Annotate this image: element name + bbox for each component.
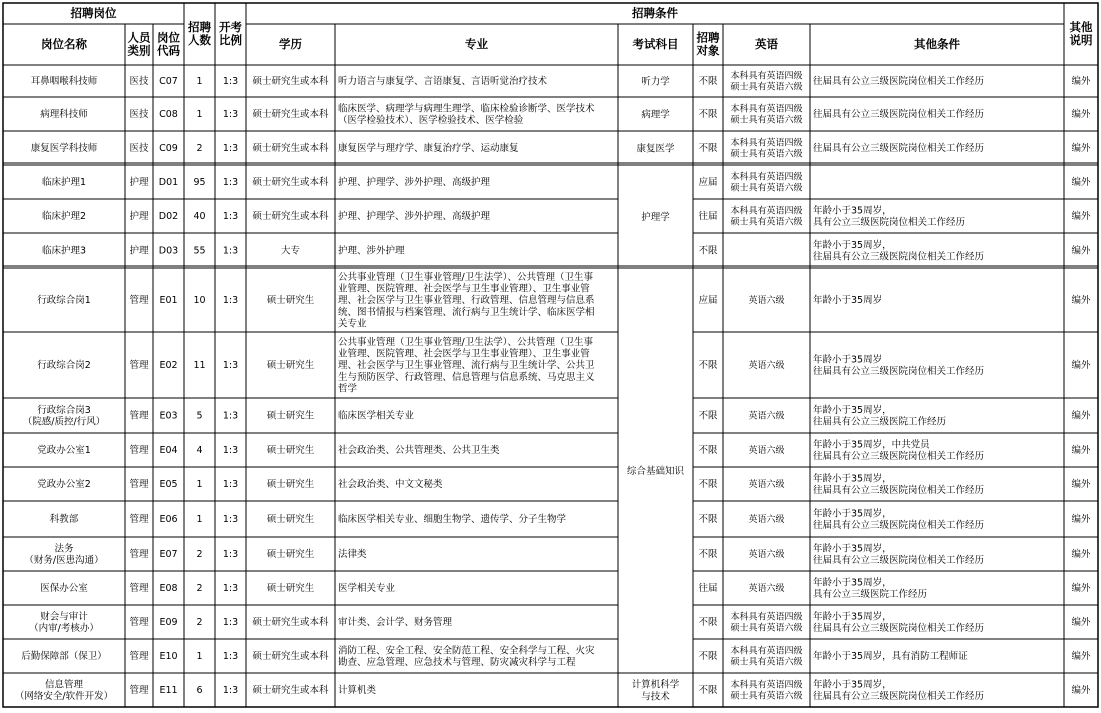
row-13-headcount-text: 2	[196, 549, 203, 561]
row-11-english-text: 英语六级	[748, 480, 785, 491]
row-1-notes-text: 编外	[1071, 76, 1091, 88]
row-4-english-text: 本科具有英语四级硕士具有英语六级	[730, 172, 803, 194]
row-12-headcount-text: 1	[196, 514, 203, 526]
header-group-conditions-label: 招聘条件	[632, 5, 678, 20]
exam-subject-text-1: 听力学	[641, 76, 670, 88]
row-14-position-code-text: E08	[159, 583, 178, 595]
row-12-target-text: 不限	[698, 514, 718, 526]
row-8-other-conditions-text: 年龄小于35周岁往届具有公立三级医院岗位相关工作经历	[813, 354, 985, 378]
header-english-label: 英语	[755, 37, 778, 52]
row-7-staff-category-text: 管理	[129, 295, 149, 307]
row-7-target-text: 应届	[698, 295, 718, 307]
row-15-headcount-text: 2	[196, 617, 203, 629]
row-16-staff-category-text: 管理	[129, 651, 149, 663]
row-12-exam-ratio-text: 1:3	[222, 514, 239, 526]
row-12-notes-text: 编外	[1071, 514, 1091, 526]
row-8-position-code-text: E02	[159, 360, 178, 372]
row-5-education-text: 硕士研究生或本科	[252, 211, 329, 223]
row-5-headcount-text: 40	[193, 211, 206, 223]
row-6-staff-category-text: 护理	[129, 245, 149, 257]
row-14-notes-text: 编外	[1071, 583, 1091, 595]
row-14-position-name-text: 医保办公室	[40, 583, 88, 595]
row-17-other-conditions-text: 年龄小于35周岁，往届具有公立三级医院岗位相关工作经历	[813, 679, 985, 703]
header-notes-label: 其他说明	[1069, 20, 1093, 48]
row-1-position-code-text: C07	[159, 76, 178, 88]
row-8-major-text: 公共事业管理（卫生事业管理/卫生法学）、公共管理（卫生事业管理、医院管理、社会医学与卫生事业管理）、卫生事业管理、社会医学与卫生事业管理、流行病与卫生统计学、公共卫生与预防医学、行政管理、信息管理与信息系统、马克思主义哲学	[338, 337, 595, 395]
row-14-target-text: 往届	[698, 583, 718, 595]
header-exam-subject-label: 考试科目	[632, 37, 679, 52]
row-10-other-conditions-text: 年龄小于35周岁，中共党员往届具有公立三级医院岗位相关工作经历	[813, 439, 985, 463]
row-7-position-name-text: 行政综合岗1	[37, 295, 91, 307]
row-3-education-text: 硕士研究生或本科	[252, 143, 329, 155]
row-12-other-conditions-text: 年龄小于35周岁，往届具有公立三级医院岗位相关工作经历	[813, 508, 985, 532]
row-17-target-text: 不限	[698, 685, 718, 697]
exam-subject-text-5: 综合基础知识	[626, 465, 685, 477]
row-13-notes-text: 编外	[1071, 549, 1091, 561]
row-11-notes-text: 编外	[1071, 479, 1091, 491]
row-11-major-text: 社会政治类、中文文秘类	[338, 479, 443, 491]
row-8-exam-ratio-text: 1:3	[222, 360, 239, 372]
row-11-position-name-text: 党政办公室2	[37, 479, 91, 491]
row-7-other-conditions-text: 年龄小于35周岁	[813, 295, 883, 307]
row-3-position-code-text: C09	[159, 143, 178, 155]
row-15-notes-text: 编外	[1071, 617, 1091, 629]
row-9-major-text: 临床医学相关专业	[338, 410, 415, 422]
row-3-exam-ratio-text: 1:3	[222, 143, 239, 155]
row-12-major-text: 临床医学相关专业、细胞生物学、遗传学、分子生物学	[338, 514, 567, 526]
row-11-position-code-text: E05	[159, 479, 178, 491]
row-5-exam-ratio-text: 1:3	[222, 211, 239, 223]
row-9-staff-category-text: 管理	[129, 410, 149, 422]
row-12-position-code-text: E06	[159, 514, 178, 526]
row-9-education-text: 硕士研究生	[266, 410, 315, 422]
row-7-position-code-text: E01	[159, 295, 178, 307]
row-16-major-text: 消防工程、安全工程、安全防范工程、安全科学与工程、火灾勘查、应急管理、应急技术与管理、防灾减灾科学与工程	[338, 645, 595, 669]
row-1-target-text: 不限	[698, 76, 718, 88]
row-7-headcount-text: 10	[193, 295, 206, 307]
row-10-notes-text: 编外	[1071, 445, 1091, 457]
row-2-education-text: 硕士研究生或本科	[252, 109, 329, 121]
row-2-notes-text: 编外	[1071, 109, 1091, 121]
header-position-name-label: 岗位名称	[41, 37, 87, 52]
row-1-other-conditions-text: 往届具有公立三级医院岗位相关工作经历	[813, 76, 985, 88]
row-13-major	[335, 537, 618, 571]
row-2-target-text: 不限	[698, 109, 718, 121]
row-17-major	[335, 673, 618, 707]
row-3-target-text: 不限	[698, 143, 718, 155]
header-other-conditions-label: 其他条件	[914, 37, 960, 52]
row-16-other-conditions-text: 年龄小于35周岁，具有消防工程师证	[813, 651, 968, 663]
header-exam-ratio-label: 开考比例	[219, 20, 242, 48]
row-2-major-text: 临床医学、病理学与病理生理学、临床检验诊断学、医学技术（医学检验技术）、医学检验技术、医学检验	[338, 103, 595, 127]
row-9-position-name-text: 行政综合岗3 （院感/质控/行风）	[22, 404, 106, 428]
row-4-exam-ratio-text: 1:3	[222, 177, 239, 189]
row-14-staff-category-text: 管理	[129, 583, 149, 595]
row-4-major-text: 护理、护理学、涉外护理、高级护理	[338, 177, 491, 189]
row-17-notes-text: 编外	[1071, 685, 1091, 697]
row-8-education-text: 硕士研究生	[266, 360, 315, 372]
row-14-education-text: 硕士研究生	[266, 583, 315, 595]
row-2-headcount-text: 1	[196, 109, 203, 121]
row-6-education-text: 大专	[280, 245, 301, 257]
row-2-other-conditions-text: 往届具有公立三级医院岗位相关工作经历	[813, 109, 985, 121]
row-3-staff-category-text: 医技	[129, 143, 149, 155]
row-16-headcount-text: 1	[196, 651, 203, 663]
row-17-education-text: 硕士研究生或本科	[252, 685, 329, 697]
row-6-target-text: 不限	[698, 245, 718, 257]
row-16-exam-ratio-text: 1:3	[222, 651, 239, 663]
row-3-other-conditions-text: 往届具有公立三级医院岗位相关工作经历	[813, 143, 985, 155]
row-14-exam-ratio-text: 1:3	[222, 583, 239, 595]
row-1-exam-ratio-text: 1:3	[222, 76, 239, 88]
row-8-staff-category-text: 管理	[129, 360, 149, 372]
row-17-position-name-text: 信息管理（网络安全/软件开发）	[14, 679, 114, 703]
row-13-position-code-text: E07	[159, 549, 178, 561]
row-15-position-code-text: E09	[159, 617, 178, 629]
row-13-staff-category-text: 管理	[129, 549, 149, 561]
row-11-exam-ratio-text: 1:3	[222, 479, 239, 491]
row-12-education-text: 硕士研究生	[266, 514, 315, 526]
row-7-education-text: 硕士研究生	[266, 295, 315, 307]
row-2-english-text: 本科具有英语四级硕士具有英语六级	[730, 104, 803, 126]
row-15-other-conditions-text: 年龄小于35周岁，往届具有公立三级医院岗位相关工作经历	[813, 611, 985, 635]
row-16-notes-text: 编外	[1071, 651, 1091, 663]
row-17-headcount-text: 6	[196, 685, 203, 697]
row-9-english-text: 英语六级	[748, 411, 785, 422]
header-major-label: 专业	[465, 37, 488, 52]
row-15-target-text: 不限	[698, 617, 718, 629]
row-10-major-text: 社会政治类、公共管理类、公共卫生类	[338, 445, 500, 457]
row-9-exam-ratio-text: 1:3	[222, 410, 239, 422]
row-3-major-text: 康复医学与理疗学、康复治疗学、运动康复	[338, 143, 519, 155]
row-14-other-conditions-text: 年龄小于35周岁，具有公立三级医院工作经历	[813, 577, 928, 601]
row-3-english-text: 本科具有英语四级硕士具有英语六级	[730, 138, 803, 160]
row-14-english-text: 英语六级	[748, 584, 785, 595]
row-15-education-text: 硕士研究生或本科	[252, 617, 329, 629]
row-13-position-name-text: 法务（财务/医患沟通）	[24, 543, 104, 567]
row-7-notes-text: 编外	[1071, 295, 1091, 307]
row-16-position-name-text: 后勤保障部（保卫）	[21, 651, 107, 663]
row-4-position-code-text: D01	[158, 177, 179, 189]
row-6-exam-ratio-text: 1:3	[222, 245, 239, 257]
row-11-other-conditions-text: 年龄小于35周岁，往届具有公立三级医院岗位相关工作经历	[813, 473, 985, 497]
row-9-position-code-text: E03	[159, 410, 178, 422]
row-5-position-name-text: 临床护理2	[41, 211, 87, 223]
row-11-headcount-text: 1	[196, 479, 203, 491]
row-6-major-text: 护理、涉外护理	[338, 245, 405, 257]
row-9-headcount-text: 5	[196, 410, 203, 422]
row-5-target-text: 往届	[698, 211, 718, 223]
row-3-notes-text: 编外	[1071, 143, 1091, 155]
row-13-target-text: 不限	[698, 549, 718, 561]
row-16-position-code-text: E10	[159, 651, 178, 663]
row-11-staff-category-text: 管理	[129, 479, 149, 491]
row-3-headcount-text: 2	[196, 143, 203, 155]
row-15-major-text: 审计类、会计学、财务管理	[338, 617, 453, 629]
row-15-position-name-text: 财会与审计（内审/考核办）	[29, 611, 99, 635]
row-16-target-text: 不限	[698, 651, 718, 663]
row-11-target-text: 不限	[698, 479, 718, 491]
row-1-education-text: 硕士研究生或本科	[252, 76, 329, 88]
row-10-exam-ratio-text: 1:3	[222, 445, 239, 457]
row-10-education-text: 硕士研究生	[266, 445, 315, 457]
row-1-major-text: 听力语言与康复学、言语康复、言语听觉治疗技术	[338, 76, 548, 88]
row-8-position-name-text: 行政综合岗2	[37, 360, 91, 372]
row-4-position-name-text: 临床护理1	[41, 177, 87, 189]
header-position-code-label: 岗位代码	[157, 30, 180, 58]
header-target-label: 招聘对象	[696, 30, 720, 58]
row-13-exam-ratio-text: 1:3	[222, 549, 239, 561]
row-12-english-text: 英语六级	[748, 515, 785, 526]
row-1-english-text: 本科具有英语四级硕士具有英语六级	[730, 71, 803, 93]
row-4-target-text: 应届	[698, 177, 718, 189]
row-4-headcount-text: 95	[193, 177, 206, 189]
row-17-position-code-text: E11	[159, 685, 178, 697]
row-4-education-text: 硕士研究生或本科	[252, 177, 329, 189]
exam-subject-text-3: 康复医学	[636, 143, 675, 155]
exam-subject-text-6: 计算机科学与技术	[631, 679, 680, 703]
row-8-target-text: 不限	[698, 360, 718, 372]
row-17-staff-category-text: 管理	[129, 685, 149, 697]
row-9-target-text: 不限	[698, 410, 718, 422]
row-2-staff-category-text: 医技	[129, 109, 149, 121]
row-7-exam-ratio-text: 1:3	[222, 295, 239, 307]
row-10-target-text: 不限	[698, 445, 718, 457]
row-6-position-name-text: 临床护理3	[41, 245, 87, 257]
row-6-position-code-text: D03	[158, 245, 179, 257]
row-9-notes-text: 编外	[1071, 410, 1091, 422]
row-2-exam-ratio-text: 1:3	[222, 109, 239, 121]
row-8-headcount-text: 11	[193, 360, 206, 372]
row-3-position-name-text: 康复医学科技师	[30, 143, 98, 155]
row-15-english-text: 本科具有英语四级硕士具有英语六级	[730, 612, 803, 634]
row-11-education-text: 硕士研究生	[266, 479, 315, 491]
row-13-education-text: 硕士研究生	[266, 549, 315, 561]
row-4-staff-category-text: 护理	[129, 177, 149, 189]
row-6-english	[723, 233, 810, 268]
row-5-staff-category-text: 护理	[129, 211, 149, 223]
row-6-headcount-text: 55	[193, 245, 206, 257]
row-8-notes-text: 编外	[1071, 360, 1091, 372]
row-1-headcount-text: 1	[196, 76, 203, 88]
row-13-english-text: 英语六级	[748, 550, 785, 561]
row-14-major-text: 医学相关专业	[338, 583, 396, 595]
row-9-other-conditions-text: 年龄小于35周岁，往届具有公立三级医院工作经历	[813, 404, 947, 428]
row-5-major-text: 护理、护理学、涉外护理、高级护理	[338, 211, 491, 223]
row-17-major-text: 计算机类	[338, 685, 377, 697]
row-14-headcount-text: 2	[196, 583, 203, 595]
row-5-notes-text: 编外	[1071, 211, 1091, 223]
exam-subject-text-2: 病理学	[641, 109, 670, 121]
header-group-position-label: 招聘岗位	[70, 5, 117, 20]
header-education-label: 学历	[279, 37, 302, 52]
exam-subject-text-4: 护理学	[641, 211, 670, 223]
row-16-education-text: 硕士研究生或本科	[252, 651, 329, 663]
row-10-headcount-text: 4	[196, 445, 203, 457]
row-15-staff-category-text: 管理	[129, 617, 149, 629]
header-headcount-label: 招聘人数	[188, 20, 211, 48]
row-12-position-name-text: 科教部	[49, 514, 79, 526]
row-1-position-name-text: 耳鼻咽喉科技师	[30, 76, 98, 88]
row-6-notes-text: 编外	[1071, 245, 1091, 257]
row-5-position-code-text: D02	[158, 211, 179, 223]
row-2-position-code-text: C08	[159, 109, 178, 121]
row-8-english-text: 英语六级	[748, 361, 785, 372]
row-10-staff-category-text: 管理	[129, 445, 149, 457]
row-13-other-conditions-text: 年龄小于35周岁，往届具有公立三级医院岗位相关工作经历	[813, 543, 985, 567]
row-13-major-text: 法律类	[338, 549, 367, 561]
row-7-major-text: 公共事业管理（卫生事业管理/卫生法学）、公共管理（卫生事业管理、医院管理、社会医学与卫生事业管理）、卫生事业管理、社会医学与卫生事业管理、行政管理、信息管理与信息系统、图书情报与档案管理、流行病与卫生统计学、临床医学相关专业	[338, 272, 595, 330]
row-6-other-conditions-text: 年龄小于35周岁，往届具有公立三级医院岗位相关工作经历	[813, 239, 985, 263]
row-7-english-text: 英语六级	[748, 296, 785, 307]
row-2-position-name-text: 病理科技师	[40, 109, 88, 121]
row-17-exam-ratio-text: 1:3	[222, 685, 239, 697]
row-12-staff-category-text: 管理	[129, 514, 149, 526]
row-5-english-text: 本科具有英语四级硕士具有英语六级	[730, 206, 803, 228]
row-5-other-conditions-text: 年龄小于35周岁，具有公立三级医院岗位相关工作经历	[813, 205, 966, 229]
row-1-staff-category-text: 医技	[129, 76, 149, 88]
row-15-exam-ratio-text: 1:3	[222, 617, 239, 629]
row-17-english-text: 本科具有英语四级硕士具有英语六级	[730, 680, 803, 702]
header-staff-category-label: 人员类别	[127, 30, 151, 58]
row-16-english-text: 本科具有英语四级硕士具有英语六级	[730, 646, 803, 668]
row-10-position-code-text: E04	[159, 445, 178, 457]
row-10-position-name-text: 党政办公室1	[37, 445, 91, 457]
row-10-english-text: 英语六级	[748, 446, 785, 457]
row-4-notes-text: 编外	[1071, 177, 1091, 189]
row-4-other-conditions	[810, 165, 1064, 199]
